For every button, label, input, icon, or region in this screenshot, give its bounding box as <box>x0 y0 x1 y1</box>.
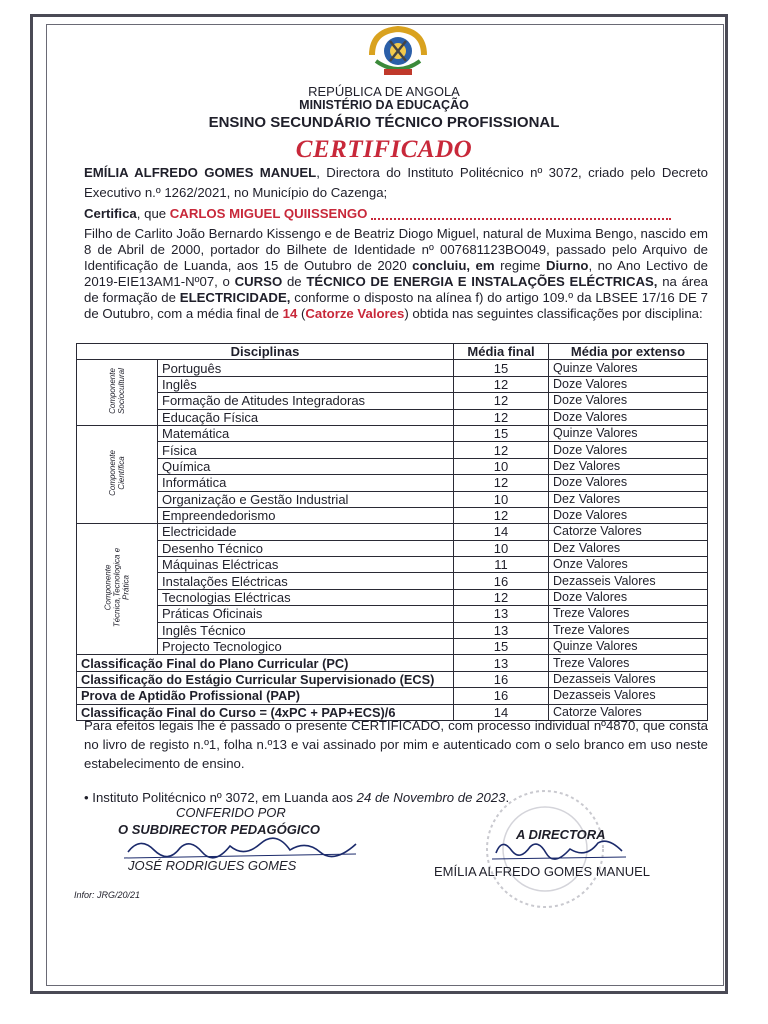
grade-words: Doze Valores <box>549 507 708 523</box>
table-row <box>77 622 708 638</box>
body-t4: de <box>282 274 307 289</box>
discipline-name: Inglês Técnico <box>158 622 454 638</box>
table-row <box>77 393 708 409</box>
summary-grade: 13 <box>454 655 549 671</box>
grade-words: Doze Valores <box>549 442 708 458</box>
discipline-name: Tecnologias Eléctricas <box>158 589 454 605</box>
grade-words: Dez Valores <box>549 491 708 507</box>
grade-words: Onze Valores <box>549 557 708 573</box>
grade-number: 12 <box>454 442 549 458</box>
summary-row <box>77 655 708 671</box>
table-row <box>77 606 708 622</box>
table-row <box>77 360 708 376</box>
component-name: Componente Técnica,Tecnologica e Prática <box>103 548 131 628</box>
component-label <box>77 425 158 523</box>
table-header-row <box>77 344 708 360</box>
intro-text-1: , Directora do Instituto Politécnico nº 3072, criado pelo <box>316 165 656 180</box>
body-t1: Filho de Carlito João Bernardo Kissengo e de Beatriz Diogo Miguel, natural de Muxima Bengo, nascido em 8 de Abril de 2000, portador do Bilhete de Identidade nº 007681123BO049, passado pelo Arquivo de Identificação de Luanda, aos 15 de Outubro de 2020 <box>84 226 708 273</box>
summary-words: Catorze Valores <box>549 704 708 720</box>
discipline-name: Desenho Técnico <box>158 540 454 556</box>
grade-words: Doze Valores <box>549 589 708 605</box>
table-row <box>77 589 708 605</box>
table-row <box>77 557 708 573</box>
grade-number: 16 <box>454 573 549 589</box>
discipline-name: Informática <box>158 475 454 491</box>
grade-number: 12 <box>454 507 549 523</box>
component-label <box>77 360 158 426</box>
grade-words: Doze Valores <box>549 475 708 491</box>
summary-label: Prova de Aptidão Profissional (PAP) <box>77 688 454 704</box>
angola-emblem-icon <box>366 25 430 79</box>
body-paragraph <box>84 226 708 322</box>
table-row <box>77 524 708 540</box>
grade-words: Dez Valores <box>549 458 708 474</box>
component-name: Componente Sociocultural <box>108 368 126 415</box>
final-grade: 14 <box>282 306 298 321</box>
discipline-name: Instalações Eléctricas <box>158 573 454 589</box>
director-name: EMÍLIA ALFREDO GOMES MANUEL <box>84 165 317 180</box>
discipline-name: Máquinas Eléctricas <box>158 557 454 573</box>
grade-words: Doze Valores <box>549 393 708 409</box>
body-b2: Diurno <box>545 258 589 273</box>
grade-number: 10 <box>454 540 549 556</box>
grade-number: 12 <box>454 376 549 392</box>
grade-number: 10 <box>454 491 549 507</box>
issue-date: 24 de Novembro de 2023 <box>356 790 506 805</box>
grade-words: Doze Valores <box>549 376 708 392</box>
discipline-name: Formação de Atitudes Integradoras <box>158 393 454 409</box>
footer-reference: Infor: JRG/20/21 <box>74 890 141 900</box>
grade-number: 13 <box>454 622 549 638</box>
ministry-header: MINISTÉRIO DA EDUCAÇÃO <box>299 98 469 112</box>
summary-label: Classificação do Estágio Curricular Supervisionado (ECS) <box>77 671 454 687</box>
subdirector-role: O SUBDIRECTOR PEDAGÓGICO <box>118 822 321 837</box>
discipline-name: Física <box>158 442 454 458</box>
directora-signature-icon <box>490 835 630 865</box>
conferido-label: CONFERIDO POR <box>176 805 286 820</box>
discipline-name: Empreendedorismo <box>158 507 454 523</box>
table-row <box>77 409 708 425</box>
subdirector-name: JOSÉ RODRIGUES GOMES <box>128 858 297 873</box>
certifica-label: Certifica <box>84 206 137 221</box>
table-row <box>77 573 708 589</box>
grade-number: 15 <box>454 639 549 655</box>
header-media-final: Média final <box>454 344 549 360</box>
body-b3: CURSO <box>234 274 283 289</box>
summary-grade: 14 <box>454 704 549 720</box>
final-grade-words: Catorze Valores <box>305 306 405 321</box>
discipline-name: Electricidade <box>158 524 454 540</box>
body-t2: regime <box>494 258 546 273</box>
directora-name: EMÍLIA ALFREDO GOMES MANUEL <box>434 864 650 879</box>
body-t5: na área de formação de <box>84 274 708 305</box>
course-name: TÉCNICO DE ENERGIA E INSTALAÇÕES ELÉCTRICAS, <box>306 274 658 289</box>
level-header: ENSINO SECUNDÁRIO TÉCNICO PROFISSIONAL <box>208 114 560 131</box>
table-row <box>77 376 708 392</box>
grade-number: 15 <box>454 360 549 376</box>
summary-words: Dezasseis Valores <box>549 688 708 704</box>
grade-words: Quinze Valores <box>549 360 708 376</box>
discipline-name: Práticas Oficinais <box>158 606 454 622</box>
grade-number: 10 <box>454 458 549 474</box>
grade-words: Catorze Valores <box>549 524 708 540</box>
discipline-name: Projecto Tecnologico <box>158 639 454 655</box>
grade-number: 12 <box>454 393 549 409</box>
grade-words: Treze Valores <box>549 622 708 638</box>
table-row <box>77 475 708 491</box>
certifica-line <box>84 206 708 222</box>
grade-number: 11 <box>454 557 549 573</box>
intro-paragraph <box>84 163 708 203</box>
table-row <box>77 442 708 458</box>
table-row <box>77 425 708 441</box>
table-row <box>77 458 708 474</box>
directora-role: A DIRECTORA <box>516 827 606 842</box>
discipline-name: Matemática <box>158 425 454 441</box>
body-t3: , no Ano Lectivo de 2019-EIE13AM1-Nº07, o <box>84 258 708 289</box>
summary-words: Treze Valores <box>549 655 708 671</box>
table-row <box>77 507 708 523</box>
discipline-name: Português <box>158 360 454 376</box>
grade-number: 12 <box>454 475 549 491</box>
summary-row <box>77 671 708 687</box>
grade-number: 15 <box>454 425 549 441</box>
summary-label: Classificação Final do Curso = (4xPC + PAP+ECS)/6 <box>77 704 454 720</box>
summary-grade: 16 <box>454 688 549 704</box>
closing-paragraph: Para efeitos legais lhe é passado o presente CERTIFICADO, com processo individual nº4870, que consta no livro de registo n.º1, folha n.º13 e vai assinado por mim e autenticado com o selo branco em uso neste estabelecimento de ensino. <box>84 718 708 771</box>
discipline-name: Inglês <box>158 376 454 392</box>
header-media-extenso: Média por extenso <box>549 344 708 360</box>
grade-words: Dezasseis Valores <box>549 573 708 589</box>
area-name: ELECTRICIDADE, <box>179 290 291 305</box>
grades-table <box>76 343 708 721</box>
grade-words: Quinze Valores <box>549 639 708 655</box>
component-name: Componente Científica <box>108 450 126 497</box>
body-t7: ( <box>297 306 306 321</box>
grade-number: 13 <box>454 606 549 622</box>
student-name: CARLOS MIGUEL QUIISSENGO <box>169 206 368 221</box>
republic-header: REPÚBLICA DE ANGOLA <box>308 84 460 99</box>
intro-text-2: Decreto Executivo n.º 1262/2021, no Município do Cazenga; <box>84 165 708 200</box>
grade-words: Doze Valores <box>549 409 708 425</box>
table-row <box>77 639 708 655</box>
body-t6: conforme o disposto na alínea f) do artigo 109.º da LBSEE 17/16 DE 7 de Outubro, com a média final de <box>84 290 708 321</box>
table-row <box>77 540 708 556</box>
summary-label: Classificação Final do Plano Curricular (PC) <box>77 655 454 671</box>
discipline-name: Organização e Gestão Industrial <box>158 491 454 507</box>
place-date-prefix: Instituto Politécnico nº 3072, em Luanda aos <box>92 790 357 805</box>
summary-grade: 16 <box>454 671 549 687</box>
grade-number: 14 <box>454 524 549 540</box>
place-date: • Instituto Politécnico nº 3072, em Luanda aos 24 de Novembro de 2023. <box>84 790 510 805</box>
summary-row <box>77 688 708 704</box>
grade-words: Treze Valores <box>549 606 708 622</box>
header-disciplinas: Disciplinas <box>77 344 454 360</box>
certificate-title: CERTIFICADO <box>295 136 473 163</box>
component-label <box>77 524 158 655</box>
discipline-name: Química <box>158 458 454 474</box>
dotted-fill <box>371 210 671 220</box>
grade-words: Dez Valores <box>549 540 708 556</box>
body-b1: concluiu, em <box>412 258 495 273</box>
body-t8: ) obtida nas seguintes classificações por disciplina: <box>404 306 703 321</box>
grade-number: 12 <box>454 589 549 605</box>
table-row <box>77 491 708 507</box>
place-date-suffix: . <box>505 790 510 805</box>
certifica-rest: , que <box>136 206 170 221</box>
grade-number: 12 <box>454 409 549 425</box>
discipline-name: Educação Física <box>158 409 454 425</box>
grade-words: Quinze Valores <box>549 425 708 441</box>
summary-words: Dezasseis Valores <box>549 671 708 687</box>
